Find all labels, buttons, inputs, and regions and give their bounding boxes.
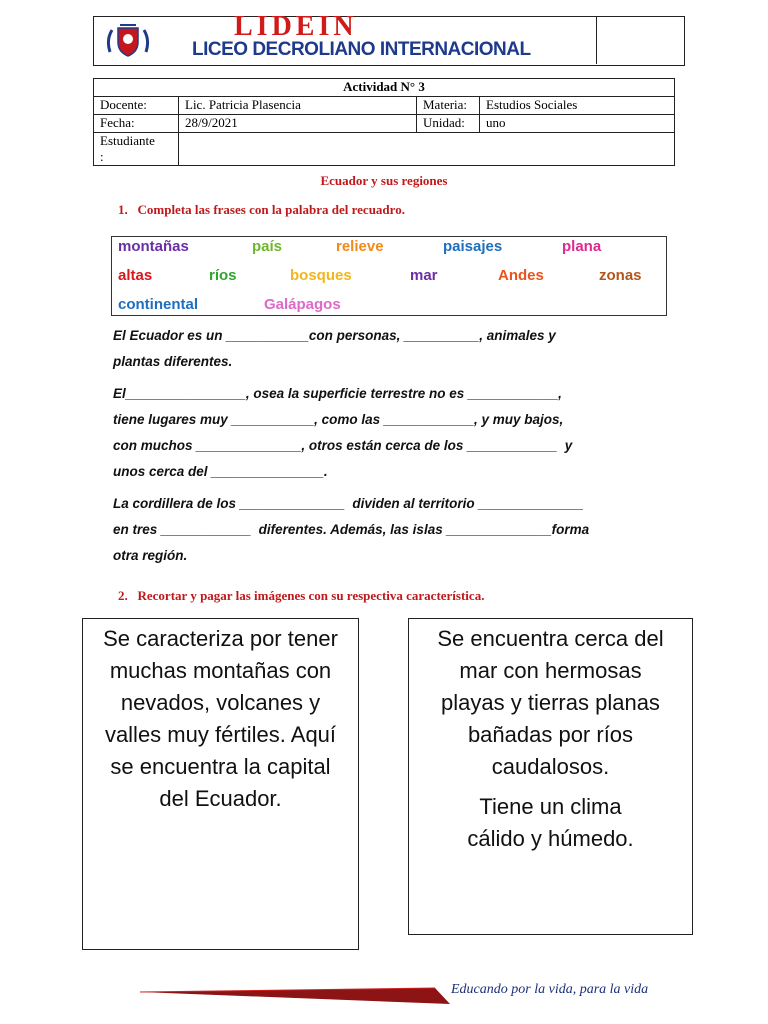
activity-info-table — [93, 78, 675, 166]
school-header — [93, 11, 685, 66]
costa-text: Se encuentra cerca del mar con hermosas playas y tierras planas bañadas por ríos caudalosos. — [437, 626, 664, 779]
word-rios: ríos — [209, 267, 237, 284]
activity-title: Actividad N° 3 — [94, 79, 675, 97]
sierra-text: Se caracteriza por tener muchas montañas con nevados, volcanes y valles muy fértiles. Aquí se encuentra la capital del Ecuador. — [103, 626, 338, 811]
word-pais: país — [252, 238, 283, 255]
estudiante-field[interactable] — [179, 133, 675, 166]
school-crest-icon — [106, 22, 150, 60]
docente-value: Lic. Patricia Plasencia — [179, 97, 417, 115]
word-relieve: relieve — [336, 238, 384, 255]
region-description-sierra — [82, 618, 359, 950]
docente-label: Docente: — [94, 97, 179, 115]
costa-climate-text: Tiene un clima cálido y húmedo. — [467, 794, 634, 851]
unidad-label: Unidad: — [417, 115, 480, 133]
materia-value: Estudios Sociales — [480, 97, 675, 115]
region-description-costa — [408, 618, 693, 935]
school-name: LICEO DECROLIANO INTERNACIONAL — [192, 39, 531, 60]
word-altas: altas — [118, 267, 153, 284]
estudiante-label: Estudiante : — [94, 133, 179, 166]
word-mar: mar — [410, 267, 438, 284]
word-paisajes: paisajes — [443, 238, 503, 255]
materia-label: Materia: — [417, 97, 480, 115]
brand-name: LIDEIN — [234, 11, 358, 42]
word-zonas: zonas — [599, 267, 642, 284]
word-andes: Andes — [498, 267, 544, 284]
worksheet-title: Ecuador y sus regiones — [320, 173, 448, 188]
fill-paragraph-2: El________________, osea la superficie terrestre no es ____________, tiene lugares muy ___________, como las ____________, y muy bajos, con muchos ______________, otros están cerca de los ____________ y unos cerca del _______________. — [113, 386, 573, 479]
word-plana: plana — [562, 238, 602, 255]
word-bosques: bosques — [290, 267, 352, 284]
fecha-label: Fecha: — [94, 115, 179, 133]
fill-paragraph-1: El Ecuador es un ___________con personas, __________, animales y plantas diferentes. — [113, 328, 556, 369]
word-galapagos: Galápagos — [264, 296, 341, 313]
header-divider — [596, 17, 597, 64]
unidad-value: uno — [480, 115, 675, 133]
fill-paragraph-3: La cordillera de los ______________ dividen al territorio ______________ en tres ____________ diferentes. Además, las islas ______________forma otra región. — [113, 496, 590, 563]
word-montanas: montañas — [118, 238, 189, 255]
word-continental: continental — [118, 296, 199, 313]
footer-slogan: Educando por la vida, para la vida — [451, 982, 649, 997]
fecha-value: 28/9/2021 — [179, 115, 417, 133]
question-2: 2. Recortar y pagar las imágenes con su respectiva característica. — [118, 588, 485, 603]
word-bank — [111, 236, 667, 316]
footer-swoosh-icon — [135, 980, 455, 1010]
question-1: 1. Completa las frases con la palabra del recuadro. — [118, 202, 405, 217]
